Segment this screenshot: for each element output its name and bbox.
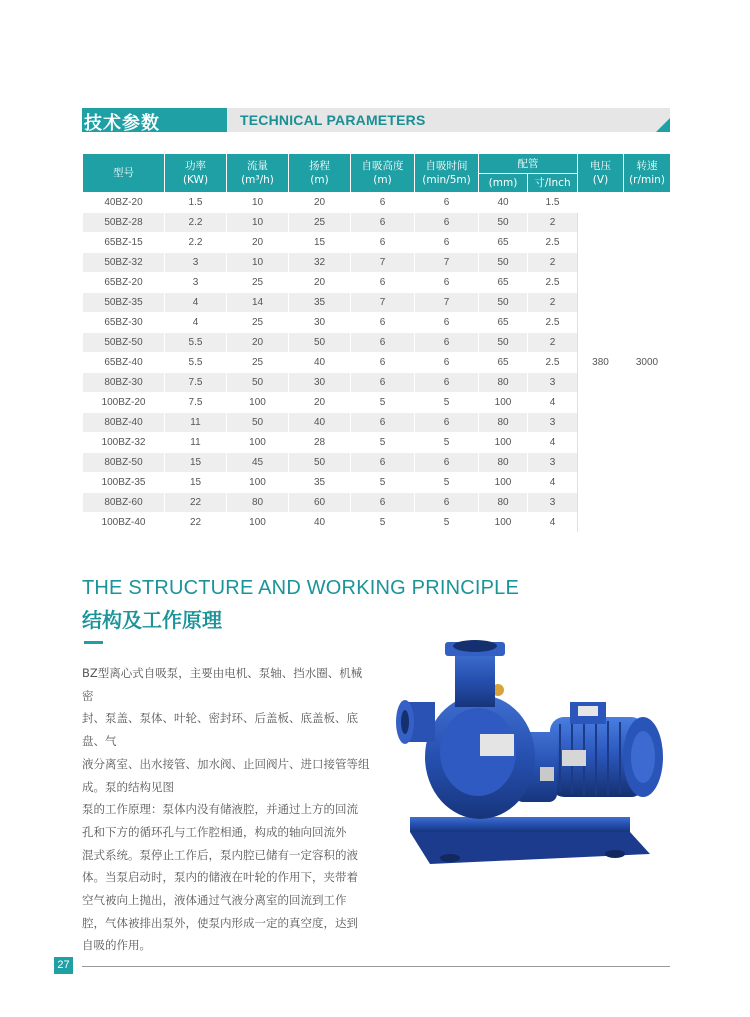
cell-power: 7.5 [165,393,227,413]
cell-suction-height: 6 [351,493,415,513]
cell-pipe-mm: 100 [479,473,528,493]
cell-suction-height: 6 [351,333,415,353]
col-header-pipe: 配管 [479,154,578,174]
col-header-head: 扬程 (m) [289,154,351,193]
cell-flow: 100 [227,393,289,413]
cell-pipe-inch: 3 [528,493,578,513]
cell-pipe-mm: 50 [479,253,528,273]
cell-flow: 45 [227,453,289,473]
section-title-en: THE STRUCTURE AND WORKING PRINCIPLE [82,577,520,599]
cell-pipe-inch: 2 [528,333,578,353]
cell-power: 3 [165,273,227,293]
cell-power: 15 [165,473,227,493]
cell-flow: 20 [227,233,289,253]
col-header-model: 型号 [83,154,165,193]
description-line: 封、泵盖、泵体、叶轮、密封环、后盖板、底盖板、底盘、气 [82,711,358,749]
cell-pipe-inch: 4 [528,433,578,453]
cell-suction-height: 6 [351,213,415,233]
pump-illustration [390,632,680,872]
col-header-pipe-mm: (mm) [479,174,528,193]
cell-pipe-mm: 65 [479,273,528,293]
header-title-block [82,108,227,132]
cell-suction-height: 6 [351,413,415,433]
cell-pipe-inch: 3 [528,453,578,473]
page-number: 27 [54,957,73,974]
cell-pipe-mm: 65 [479,313,528,333]
cell-head: 30 [289,373,351,393]
cell-speed: 3000 [624,193,671,533]
cell-suction-height: 5 [351,513,415,533]
cell-suction-height: 5 [351,393,415,413]
cell-model: 80BZ-30 [83,373,165,393]
cell-pipe-inch: 2 [528,293,578,313]
description-text [82,662,372,957]
cell-flow: 10 [227,253,289,273]
cell-power: 1.5 [165,193,227,213]
cell-pipe-inch: 3 [528,373,578,393]
cell-suction-time: 6 [415,493,479,513]
header-title-cn: 技术参数 [84,113,160,134]
cell-pipe-mm: 80 [479,413,528,433]
cell-head: 25 [289,213,351,233]
cell-model: 50BZ-32 [83,253,165,273]
cell-power: 5.5 [165,333,227,353]
cell-flow: 100 [227,513,289,533]
col-header-suction-time: 自吸时间 (min/5m) [415,154,479,193]
table-row [83,193,671,213]
cell-head: 32 [289,253,351,273]
cell-suction-height: 6 [351,233,415,253]
cell-pipe-mm: 50 [479,213,528,233]
cell-pipe-inch: 2.5 [528,233,578,253]
cell-model: 100BZ-35 [83,473,165,493]
cell-model: 50BZ-50 [83,333,165,353]
description-line: 泵的工作原理：泵体内没有储液腔，并通过上方的回流 [82,802,358,817]
cell-suction-time: 6 [415,193,479,213]
cell-suction-time: 5 [415,433,479,453]
header-title-en: TECHNICAL PARAMETERS [240,112,426,128]
description-line: 空气被向上抛出，液体通过气液分离室的回流到工作 [82,893,347,908]
cell-pipe-mm: 65 [479,353,528,373]
cell-flow: 20 [227,333,289,353]
description-line: 液分离室、出水接管、加水阀、止回阀片、进口接管等组 [82,756,370,771]
cell-power: 2.2 [165,233,227,253]
cell-model: 40BZ-20 [83,193,165,213]
table-body [83,193,671,533]
cell-head: 50 [289,333,351,353]
cell-suction-time: 7 [415,253,479,273]
cell-suction-height: 6 [351,373,415,393]
cell-pipe-inch: 2.5 [528,313,578,333]
cell-model: 65BZ-30 [83,313,165,333]
cell-head: 20 [289,273,351,293]
description-line: 成。泵的结构见图 [82,779,174,794]
cell-suction-height: 6 [351,353,415,373]
cell-power: 3 [165,253,227,273]
cell-suction-time: 7 [415,293,479,313]
col-header-suction-height: 自吸高度 (m) [351,154,415,193]
description-line: 腔，气体被排出泵外，使泵内形成一定的真空度，达到 [82,915,358,930]
cell-power: 15 [165,453,227,473]
cell-flow: 100 [227,433,289,453]
cell-model: 80BZ-50 [83,453,165,473]
cell-flow: 25 [227,313,289,333]
header-corner-triangle [656,118,670,132]
cell-model: 50BZ-28 [83,213,165,233]
cell-head: 20 [289,193,351,213]
cell-flow: 25 [227,273,289,293]
cell-power: 11 [165,433,227,453]
cell-model: 100BZ-32 [83,433,165,453]
cell-head: 30 [289,313,351,333]
cell-pipe-mm: 100 [479,513,528,533]
cell-head: 20 [289,393,351,413]
cell-pipe-inch: 1.5 [528,193,578,213]
cell-suction-height: 6 [351,313,415,333]
cell-head: 15 [289,233,351,253]
cell-pipe-mm: 100 [479,433,528,453]
section-divider [84,641,103,644]
cell-suction-time: 6 [415,233,479,253]
cell-pipe-mm: 65 [479,233,528,253]
cell-flow: 14 [227,293,289,313]
col-header-power: 功率 (KW) [165,154,227,193]
cell-suction-time: 5 [415,473,479,493]
cell-head: 40 [289,353,351,373]
cell-power: 4 [165,313,227,333]
cell-flow: 10 [227,193,289,213]
cell-power: 4 [165,293,227,313]
cell-pipe-mm: 40 [479,193,528,213]
cell-suction-time: 6 [415,333,479,353]
cell-suction-height: 6 [351,273,415,293]
description-line: 混式系统。泵停止工作后，泵内腔已储有一定容积的液 [82,847,358,862]
cell-power: 2.2 [165,213,227,233]
footer-divider [82,966,670,967]
description-line: 自吸的作用。 [82,938,151,953]
cell-model: 50BZ-35 [83,293,165,313]
technical-parameters-table [82,153,671,533]
cell-pipe-inch: 2 [528,253,578,273]
cell-suction-height: 7 [351,293,415,313]
cell-model: 100BZ-40 [83,513,165,533]
cell-head: 40 [289,513,351,533]
cell-pipe-inch: 2 [528,213,578,233]
cell-head: 50 [289,453,351,473]
section-header-bar [82,108,670,132]
cell-model: 80BZ-40 [83,413,165,433]
cell-head: 35 [289,293,351,313]
cell-pipe-inch: 4 [528,393,578,413]
cell-power: 22 [165,513,227,533]
cell-power: 5.5 [165,353,227,373]
cell-power: 11 [165,413,227,433]
cell-suction-time: 6 [415,413,479,433]
cell-suction-time: 6 [415,313,479,333]
cell-pipe-mm: 80 [479,493,528,513]
cell-suction-time: 6 [415,453,479,473]
cell-head: 35 [289,473,351,493]
cell-suction-time: 5 [415,393,479,413]
cell-suction-time: 6 [415,353,479,373]
description-line: 体。当泵启动时，泵内的储液在叶轮的作用下，夹带着 [82,870,358,885]
cell-suction-height: 6 [351,193,415,213]
cell-flow: 50 [227,373,289,393]
cell-pipe-mm: 50 [479,293,528,313]
cell-voltage: 380 [578,193,624,533]
col-header-voltage: 电压 (V) [578,154,624,193]
cell-pipe-mm: 100 [479,393,528,413]
cell-suction-time: 6 [415,213,479,233]
cell-flow: 100 [227,473,289,493]
cell-flow: 10 [227,213,289,233]
cell-flow: 80 [227,493,289,513]
cell-pipe-inch: 4 [528,513,578,533]
description-line: BZ型离心式自吸泵，主要由电机、泵轴、挡水圈、机械密 [82,666,363,703]
cell-suction-height: 5 [351,473,415,493]
col-header-pipe-inch: 寸/Inch [528,174,578,193]
description-line: 孔和下方的循环孔与工作腔相通，构成的轴向回流外 [82,824,347,839]
section-title-cn: 结构及工作原理 [82,608,222,632]
cell-model: 100BZ-20 [83,393,165,413]
cell-suction-height: 7 [351,253,415,273]
cell-head: 40 [289,413,351,433]
cell-flow: 50 [227,413,289,433]
cell-pipe-inch: 3 [528,413,578,433]
cell-pipe-inch: 2.5 [528,353,578,373]
cell-head: 60 [289,493,351,513]
cell-suction-time: 6 [415,373,479,393]
cell-suction-height: 5 [351,433,415,453]
col-header-speed: 转速 (r/min) [624,154,671,193]
cell-model: 65BZ-15 [83,233,165,253]
cell-power: 7.5 [165,373,227,393]
cell-pipe-inch: 4 [528,473,578,493]
cell-head: 28 [289,433,351,453]
cell-pipe-mm: 80 [479,453,528,473]
cell-model: 80BZ-60 [83,493,165,513]
cell-suction-time: 5 [415,513,479,533]
cell-pipe-inch: 2.5 [528,273,578,293]
cell-model: 65BZ-20 [83,273,165,293]
cell-suction-height: 6 [351,453,415,473]
cell-model: 65BZ-40 [83,353,165,373]
cell-pipe-mm: 50 [479,333,528,353]
cell-flow: 25 [227,353,289,373]
col-header-flow: 流量 (m³/h) [227,154,289,193]
cell-suction-time: 6 [415,273,479,293]
cell-power: 22 [165,493,227,513]
cell-pipe-mm: 80 [479,373,528,393]
